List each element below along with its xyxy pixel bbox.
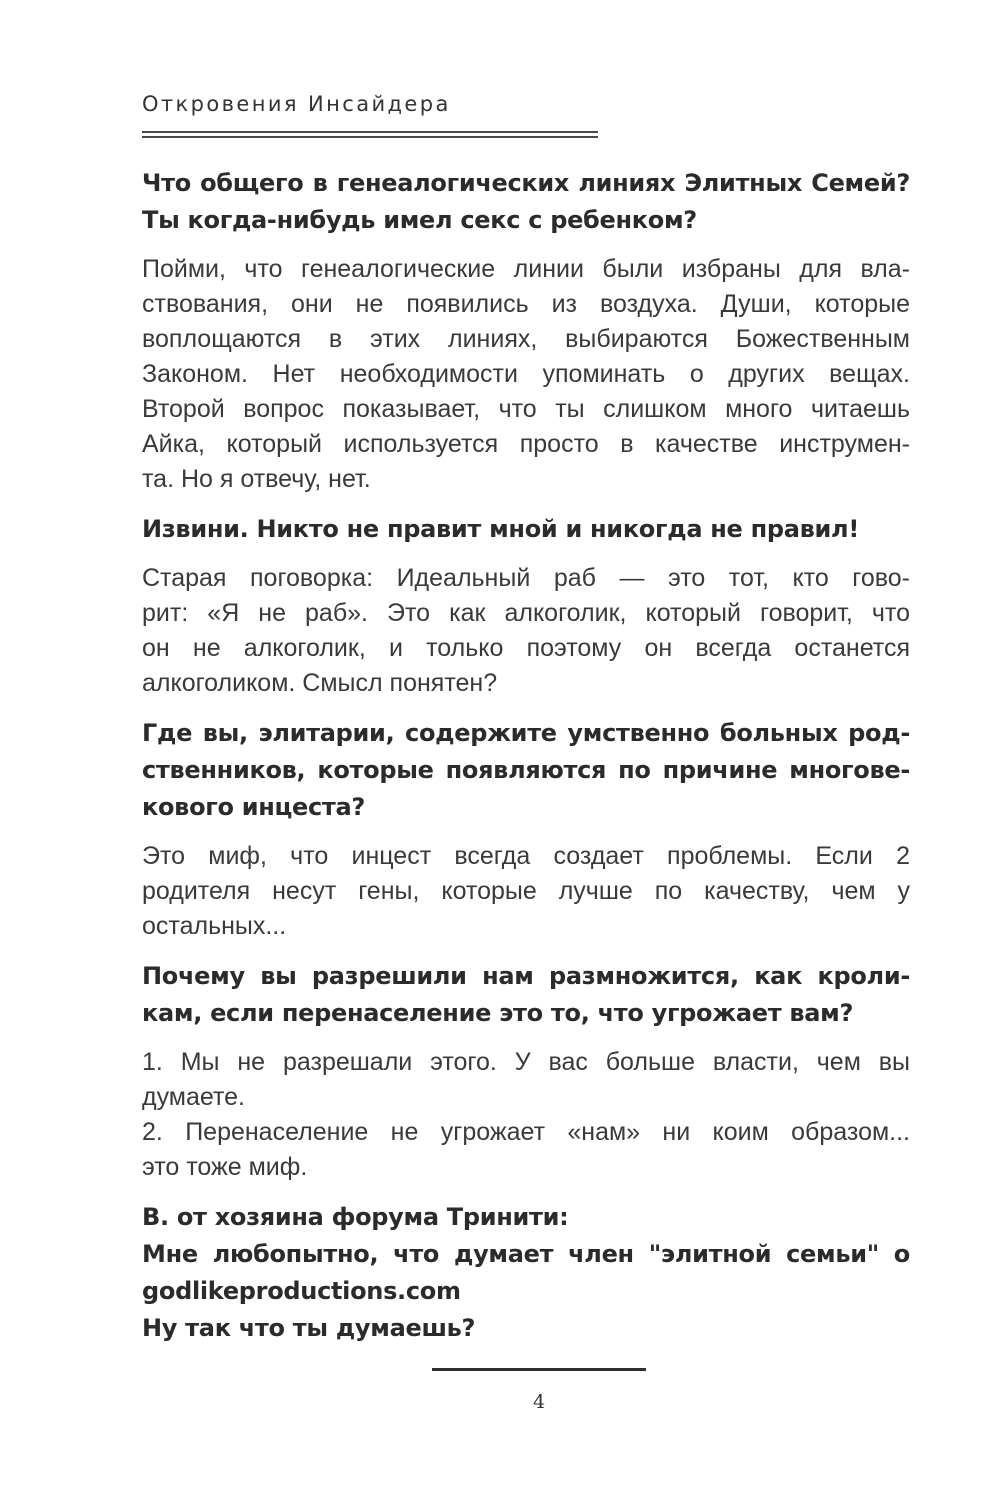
text-line: ственников, которые появляются по причине многове- bbox=[142, 756, 910, 784]
text-line: Ну так что ты думаешь? bbox=[142, 1314, 476, 1342]
text-line: Где вы, элитарии, содержите умственно больных род- bbox=[142, 719, 910, 747]
question-paragraph bbox=[142, 165, 910, 239]
text-line: В. от хозяина форума Тринити: bbox=[142, 1203, 569, 1231]
page-number: 4 bbox=[532, 1391, 546, 1413]
answer-paragraph bbox=[142, 1045, 910, 1185]
question-paragraph bbox=[142, 958, 910, 1032]
text-line: Это миф, что инцест всегда создает проблемы. Если 2 bbox=[142, 842, 910, 870]
running-head: Откровения Инсайдера bbox=[142, 92, 451, 116]
text-line: думаете. bbox=[142, 1083, 245, 1111]
text-line: рит: «Я не раб». Это как алкоголик, который говорит, что bbox=[142, 599, 910, 627]
text-line: родителя несут гены, которые лучше по качеству, чем у bbox=[142, 877, 910, 905]
question-paragraph bbox=[142, 715, 910, 826]
question-paragraph bbox=[142, 1199, 910, 1347]
question-paragraph bbox=[142, 511, 910, 548]
page-body bbox=[142, 165, 910, 1347]
answer-paragraph bbox=[142, 561, 910, 701]
header-rule bbox=[142, 131, 598, 133]
text-line: та. Но я отвечу, нет. bbox=[142, 465, 371, 493]
text-line: godlikeproductions.com bbox=[142, 1277, 461, 1305]
text-line: это тоже миф. bbox=[142, 1153, 308, 1181]
header-rule bbox=[142, 136, 598, 138]
text-line: воплощаются в этих линиях, выбираются Божественным bbox=[142, 325, 910, 353]
answer-paragraph bbox=[142, 252, 910, 497]
footer-rule bbox=[432, 1368, 646, 1371]
text-line: Айка, который используется просто в качестве инструмен- bbox=[142, 430, 910, 458]
text-line: Мне любопытно, что думает член "элитной семьи" о bbox=[142, 1240, 910, 1268]
text-line: остальных... bbox=[142, 912, 287, 940]
text-line: Второй вопрос показывает, что ты слишком много читаешь bbox=[142, 395, 910, 423]
text-line: Старая поговорка: Идеальный раб — это тот, кто гово- bbox=[142, 564, 910, 592]
text-line: кового инцеста? bbox=[142, 793, 366, 821]
text-line: Законом. Нет необходимости упоминать о других вещах. bbox=[142, 360, 910, 388]
text-line: Почему вы разрешили нам размножится, как кроли- bbox=[142, 962, 910, 990]
text-line: Извини. Никто не правит мной и никогда не правил! bbox=[142, 515, 859, 543]
text-line: он не алкоголик, и только поэтому он всегда останется bbox=[142, 634, 910, 662]
text-line: Что общего в генеалогических линиях Элитных Семей? bbox=[142, 169, 910, 197]
text-line: ствования, они не появились из воздуха. Души, которые bbox=[142, 290, 910, 318]
text-line: Пойми, что генеалогические линии были избраны для вла- bbox=[142, 255, 910, 283]
text-line: Ты когда-нибудь имел секс с ребенком? bbox=[142, 206, 697, 234]
answer-paragraph bbox=[142, 839, 910, 944]
text-line: кам, если перенаселение это то, что угрожает вам? bbox=[142, 999, 854, 1027]
text-line: 1. Мы не разрешали этого. У вас больше власти, чем вы bbox=[142, 1048, 910, 1076]
text-line: алкоголиком. Смысл понятен? bbox=[142, 669, 498, 697]
text-line: 2. Перенаселение не угрожает «нам» ни коим образом... bbox=[142, 1118, 910, 1146]
